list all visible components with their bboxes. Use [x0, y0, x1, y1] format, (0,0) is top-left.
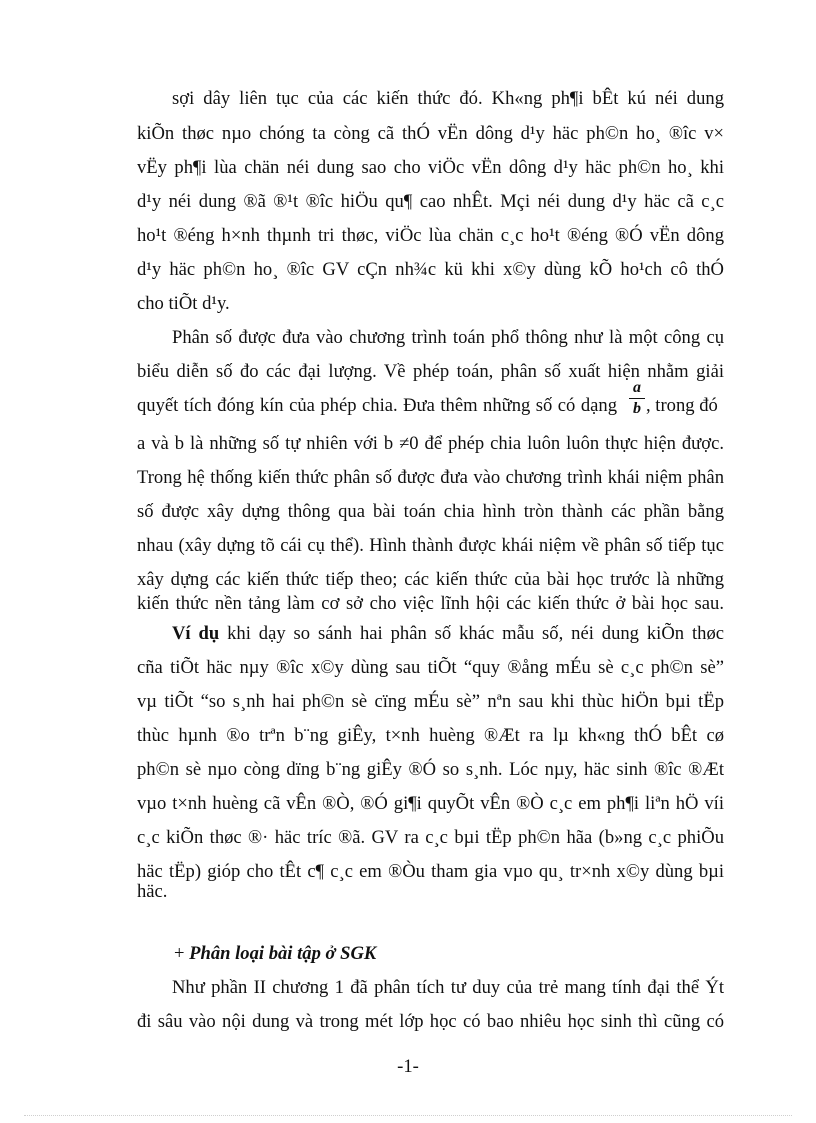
text-line: häc.	[137, 881, 168, 902]
text-line: số được xây dựng thông qua bài toán chia hình tròn thành các phần bằng	[137, 501, 724, 522]
text-line: ho¹t ®éng h×nh thµnh tri thøc, viÖc lùa chän c¸c ho¹t ®éng ®Ó vËn dông	[137, 225, 724, 246]
text-line: vµ tiÕt “so s¸nh hai ph©n sè cïng mÉu sè” nªn sau khi thùc hiÖn bµi tËp	[137, 691, 724, 712]
text-line: Trong hệ thống kiến thức phân số được đưa vào chương trình khái niệm phân	[137, 467, 724, 488]
text-line: vµo t×nh huèng cã vÊn ®Ò, ®Ó gi¶i quyÕt vÊn ®Ò c¸c em ph¶i liªn hÖ víi	[137, 793, 724, 814]
text-line: Phân số được đưa vào chương trình toán phổ thông như là một công cụ	[172, 327, 724, 348]
fraction-numerator: a	[633, 379, 641, 396]
text-line	[172, 622, 724, 646]
fraction-bar	[629, 398, 645, 399]
text-line: ph©n sè nµo còng dïng b¨ng giÊy ®Ó so s¸nh. Lóc nµy, häc sinh ®îc ®Æt	[137, 759, 724, 780]
text-line: kiến thức nền tảng làm cơ sở cho việc lĩnh hội các kiến thức ở bài học sau.	[137, 593, 724, 614]
text-line: , trong đó	[646, 395, 718, 416]
text-line: quyết tích đóng kín của phép chia. Đưa thêm những số có dạng	[137, 395, 617, 416]
page-number: -1-	[397, 1056, 419, 1077]
text-line: d¹y néi dung ®ã ®¹t ®îc hiÖu qu¶ cao nhÊt. Mçi néi dung d¹y häc cã c¸c	[137, 191, 724, 212]
text-line: a và b là những số tự nhiên với b ≠0 để phép chia luôn luôn thực hiện được.	[137, 433, 724, 454]
heading-text: Phân loại bài tập ở SGK	[189, 943, 377, 964]
text-line: xây dựng các kiến thức tiếp theo; các kiến thức của bài học trước là những	[137, 569, 724, 590]
text-line-rest: khi dạy so sánh hai phân số khác mẫu số, néi dung kiÕn thøc	[219, 623, 724, 644]
footer-divider	[24, 1115, 792, 1116]
text-line: biểu diễn số đo các đại lượng. Về phép toán, phân số xuất hiện nhằm giải	[137, 361, 724, 382]
text-line: nhau (xây dựng tõ cái cụ thể). Hình thành được khái niệm về phân số tiếp tục	[137, 535, 724, 556]
text-line: c¸c kiÕn thøc ®· häc tríc ®ã. GV ra c¸c bµi tËp ph©n hãa (b»ng c¸c phiÕu	[137, 827, 724, 848]
text-line: häc tËp) gióp cho tÊt c¶ c¸c em ®Òu tham gia vµo qu¸ tr×nh x©y dùng bµi	[137, 861, 724, 882]
text-line: cña tiÕt häc nµy ®îc x©y dùng sau tiÕt “quy ®ång mÉu sè c¸c ph©n sè”	[137, 657, 724, 678]
text-line: thùc hµnh ®o trªn b¨ng giÊy, t×nh huèng ®Æt ra lµ kh«ng thÓ bÊt cø	[137, 725, 724, 746]
heading-plus: +	[174, 943, 190, 964]
example-lead: Ví dụ	[172, 623, 220, 644]
text-line: sợi dây liên tục của các kiến thức đó. Kh«ng ph¶i bÊt kú néi dung	[172, 88, 724, 109]
text-line: d¹y häc ph©n ho¸ ®îc GV cÇn nh¾c kü khi x©y dùng kÕ ho¹ch cô thÓ	[137, 259, 724, 280]
text-line: kiÕn thøc nµo chóng ta còng cã thÓ vËn dông d¹y häc ph©n ho¸ ®îc v×	[137, 123, 724, 144]
text-line: đi sâu vào nội dung và trong mét lớp học có bao nhiêu học sinh thì cũng có	[137, 1011, 724, 1032]
fraction-denominator: b	[633, 400, 641, 417]
section-heading	[174, 942, 376, 966]
text-line: cho tiÕt d¹y.	[137, 293, 230, 314]
text-line: vËy ph¶i lùa chän néi dung sao cho viÖc vËn dông d¹y häc ph©n ho¸ khi	[137, 157, 724, 178]
text-line: Như phần II chương 1 đã phân tích tư duy của trẻ mang tính đại thể Ýt	[172, 977, 724, 998]
fraction-a-over-b	[628, 380, 646, 417]
